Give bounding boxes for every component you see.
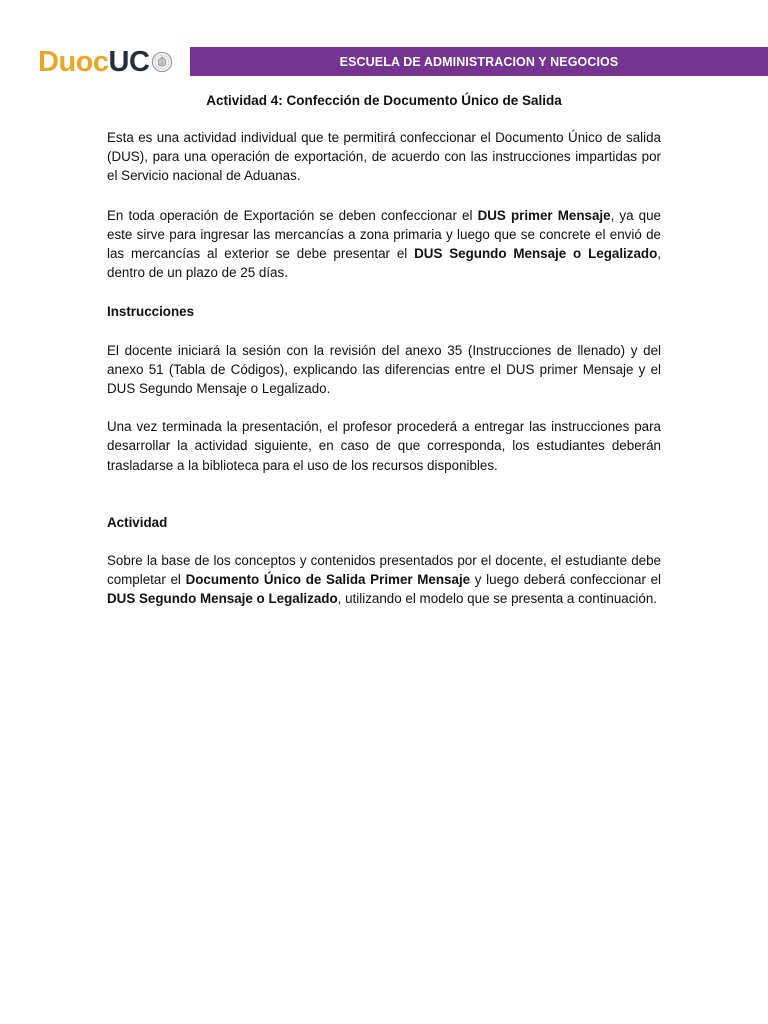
intro-paragraph: Esta es una actividad individual que te permitirá confeccionar el Documento Único de salida (DUS), para una operación de exportación, de acuerdo con las instrucciones impartidas por el Servicio nacional de Aduanas. — [107, 130, 661, 184]
school-banner-text: ESCUELA DE ADMINISTRACION Y NEGOCIOS — [339, 54, 619, 69]
text-span: y luego deberá confeccionar el — [470, 572, 661, 588]
logo-uc-text: UC — [108, 45, 150, 78]
instructions-heading: Instrucciones — [107, 304, 195, 320]
bold-span: DUS primer Mensaje — [477, 207, 611, 223]
bold-span: Documento Único de Salida Primer Mensaje — [185, 572, 471, 588]
export-paragraph — [107, 206, 661, 283]
page-header — [38, 42, 768, 82]
instructions-paragraph-2: Una vez terminada la presentación, el profesor procederá a entregar las instrucciones para desarrollar la actividad siguiente, en caso de que corresponda, los estudiantes deberán trasladarse a la biblioteca para el uso de los recursos disponibles. — [107, 419, 661, 473]
document-body — [107, 128, 661, 609]
activity-heading: Actividad — [107, 514, 168, 530]
seal-icon — [151, 51, 173, 73]
text-span: En toda operación de Exportación se deben confeccionar el — [107, 207, 478, 223]
text-span: Sobre la base de los conceptos y contenidos presentados por el docente, el estudiante debe completar el — [107, 553, 661, 588]
instructions-paragraph-1: El docente iniciará la sesión con la revisión del anexo 35 (Instrucciones de llenado) y del anexo 51 (Tabla de Códigos), explicando las diferencias entre el DUS primer Mensaje y el DUS Segundo Mensaje o Legalizado. — [107, 342, 661, 397]
text-span: , ya que este sirve para ingresar las mercancías a zona primaria y luego que se concrete el envió de las mercancías al exterior se debe presentar el — [107, 207, 661, 262]
logo-duoc-text: Duoc — [38, 45, 109, 78]
activity-paragraph — [107, 551, 661, 609]
bold-span: DUS Segundo Mensaje o Legalizado — [414, 246, 658, 262]
bold-span: DUS Segundo Mensaje o Legalizado — [107, 591, 338, 607]
text-span: , utilizando el modelo que se presenta a continuación. — [337, 591, 658, 607]
text-span: , dentro de un plazo de 25 días. — [107, 246, 661, 281]
page-title: Actividad 4: Confección de Documento Único de Salida — [206, 93, 562, 108]
school-banner — [190, 47, 768, 76]
duoc-uc-logo — [38, 44, 173, 80]
